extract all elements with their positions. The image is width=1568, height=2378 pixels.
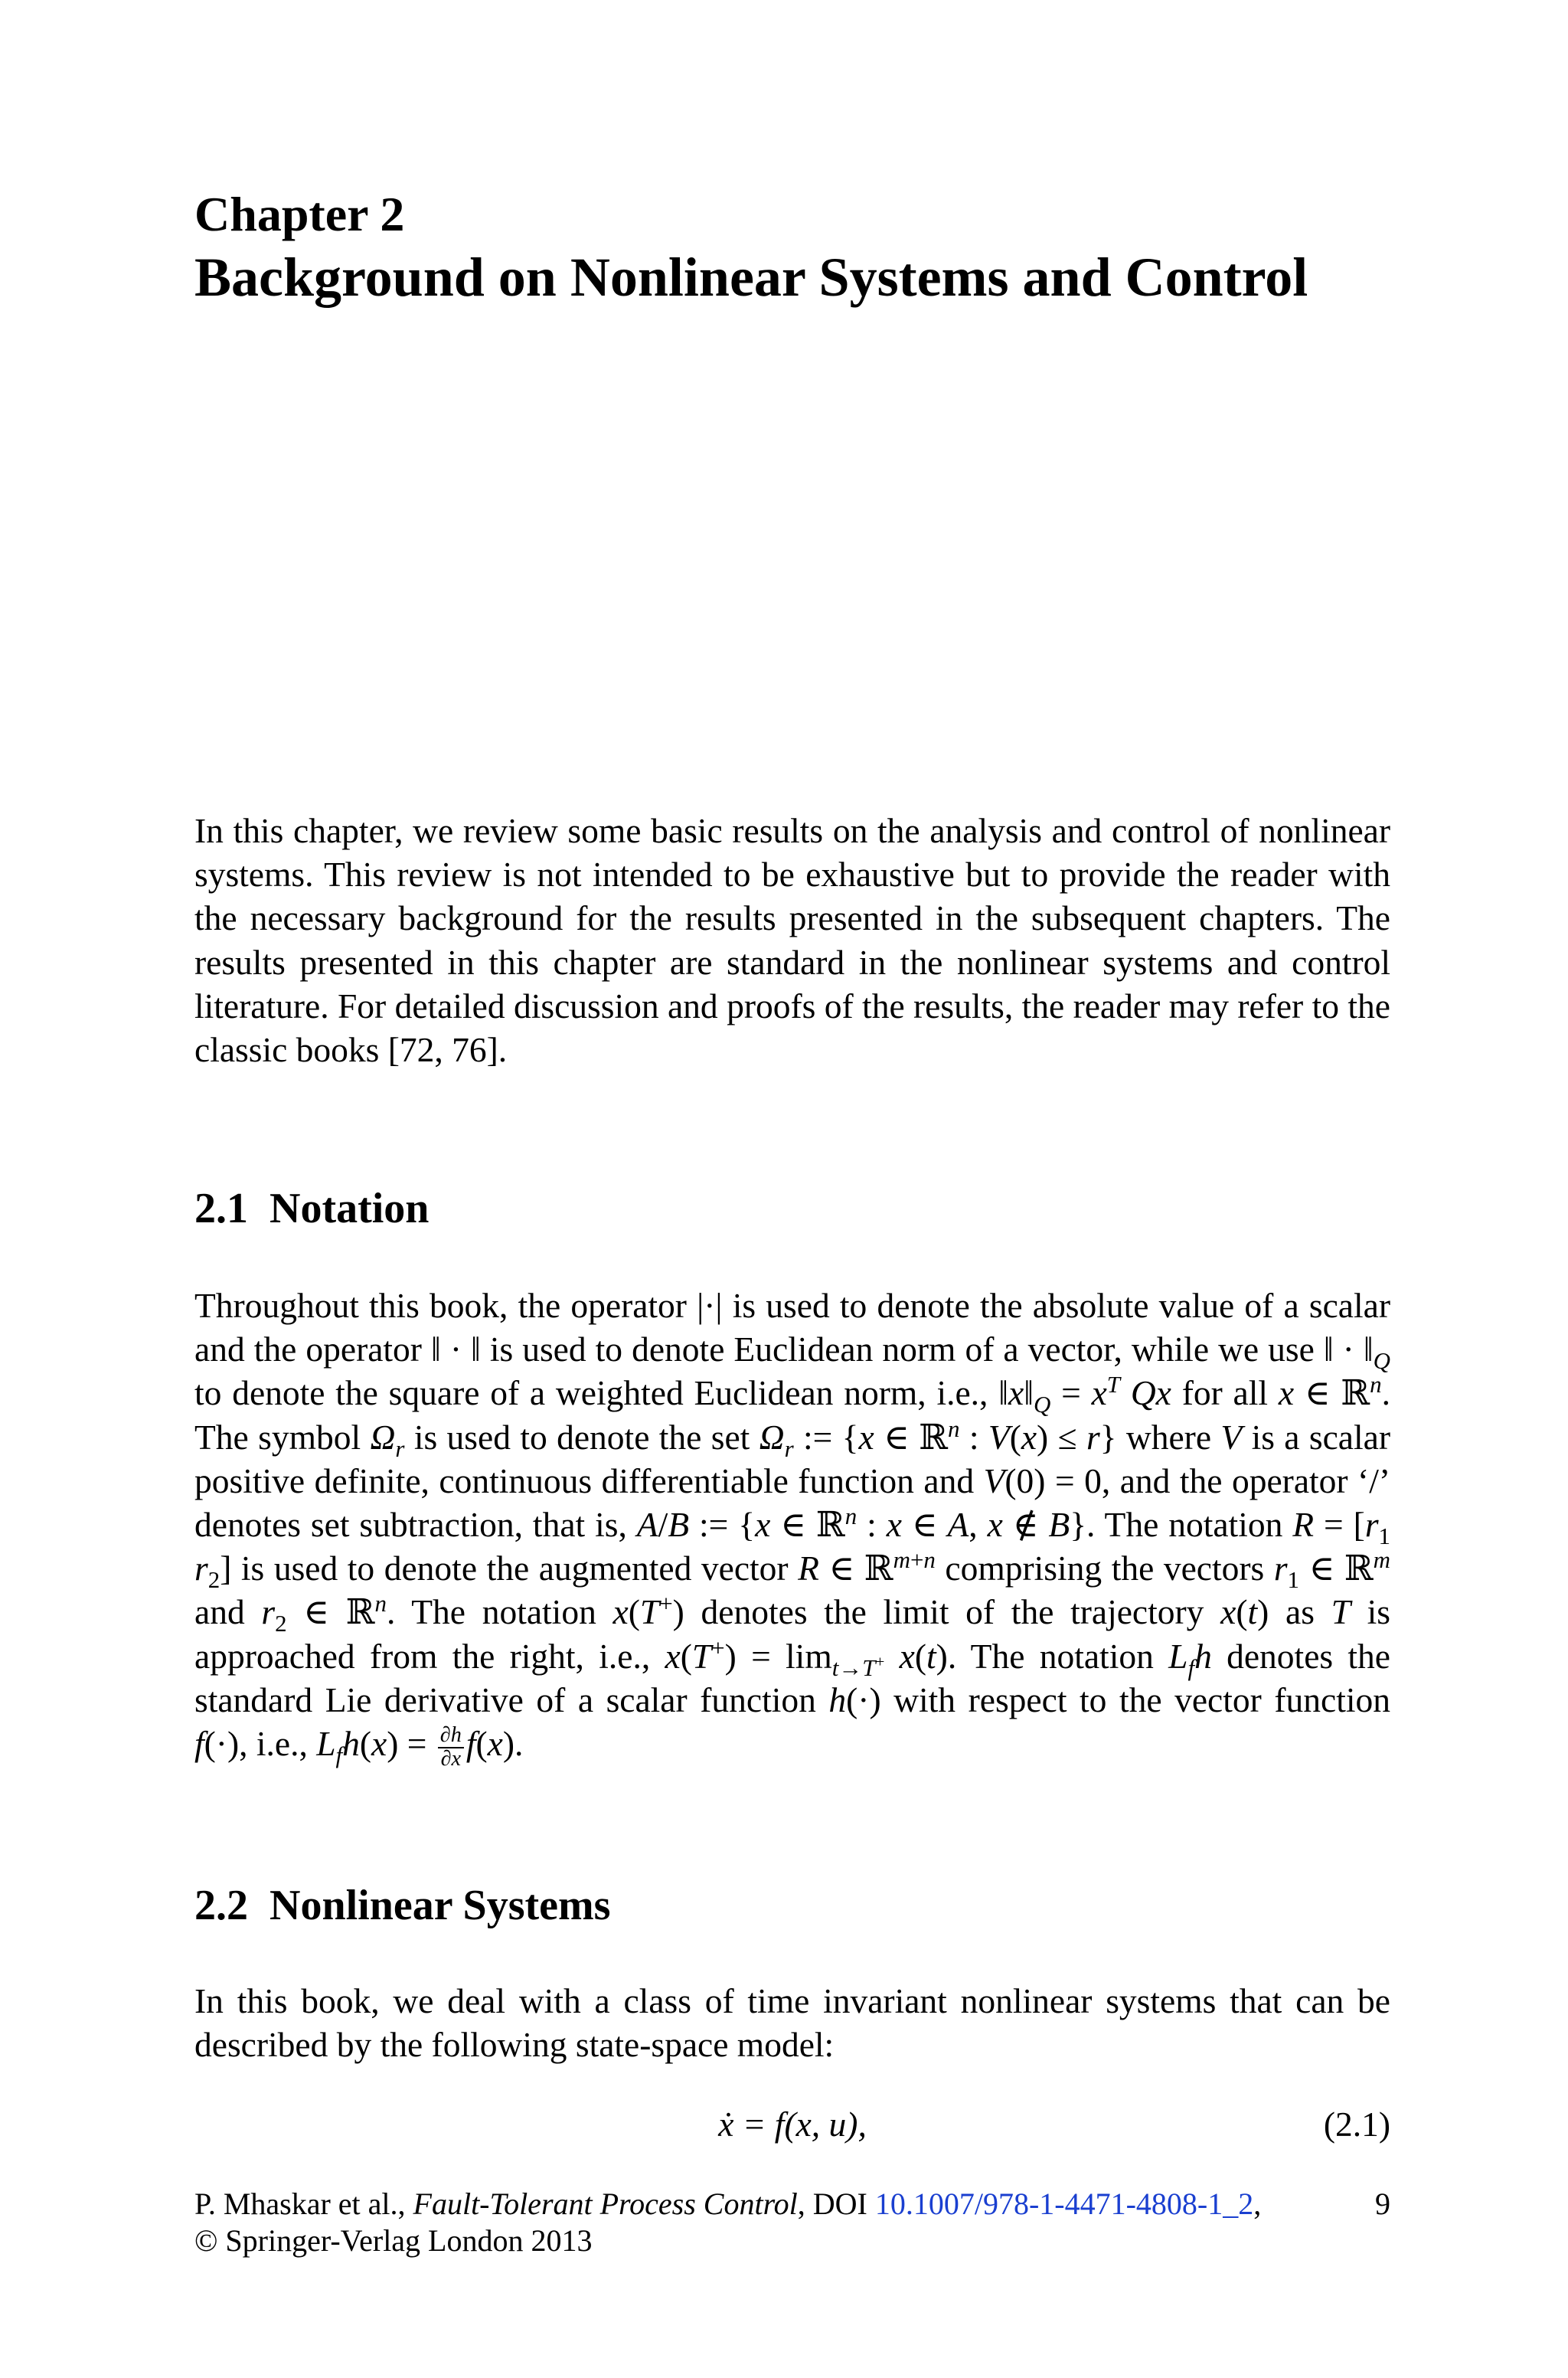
intro-paragraph: In this chapter, we review some basic results on the analysis and control of nonlinear systems. This review is not intended to be exhaustive but to provide the reader with the necessary background for the results presented in the subsequent chapters. The results presented in this chapter are standard in the nonlinear systems and control literature. For detailed discussion and proofs of the results, the reader may refer to the classic books [72, 76]. bbox=[194, 811, 1390, 1070]
equation-number: (2.1) bbox=[1323, 2105, 1390, 2144]
copyright-line: © Springer-Verlag London 2013 bbox=[194, 2223, 593, 2258]
doi-link[interactable]: 10.1007/978-1-4471-4808-1_2 bbox=[874, 2187, 1254, 2221]
nonlinear-systems-paragraph: In this book, we deal with a class of time invariant nonlinear systems that can be described by the following state-space model: bbox=[194, 1981, 1390, 2065]
equation-2-1 bbox=[194, 2102, 1390, 2146]
footer-doi-suffix: , bbox=[1253, 2187, 1262, 2221]
footer bbox=[194, 2186, 1390, 2259]
footer-authors: P. Mhaskar et al., bbox=[194, 2187, 406, 2221]
chapter-title: Background on Nonlinear Systems and Control bbox=[194, 247, 1308, 308]
section-heading-nonlinear-systems: 2.2 Nonlinear Systems bbox=[194, 1882, 611, 1929]
page-number: 9 bbox=[1375, 2187, 1390, 2221]
chapter-label: Chapter 2 bbox=[194, 187, 405, 241]
footer-doi-label: , DOI bbox=[797, 2187, 867, 2221]
equation-body: ẋ = f(x, u), bbox=[718, 2105, 867, 2144]
notation-paragraph: Throughout this book, the operator |·| is used to denote the absolute value of a scalar and the operator ‖ · ‖ is used to denote Euclidean norm of a vector, while we use ‖ · $‖_Q$ to denote the square of a weighted Euclidean norm, i.e., $‖x‖_Q = x^T$ Qx for all x ∈ ℝ$^n$. The symbol $\Omega_r$ is used to denote the set $\Omega_r$ := {x ∈ ℝ$^n$ : V(x) ≤ r} where V is a scalar positive definite, continuous differentiable function and V(0) = 0, and the operator ‘/’ denotes set subtraction, that is, A/B := {x ∈ ℝ$^n$ : x ∈ A, x ∉ B}. The notation $R = [r_1$ $r_2$] is used to denote the augmented vector R ∈ ℝ$^{m+n}$ comprising the vectors $r_1$ ∈ ℝ$^m$ and $r_2$ ∈ ℝ$^n$. The notation x(T+) denotes the limit of the trajectory x(t) as T is approached from the right, i.e., $x(T^+) = \lim_{t\to T^+} x(t)$. The notation $L_fh$ denotes the standard Lie derivative of a scalar function h(·) with respect to the vector function f(·), i.e., $L_fh(x)$ = $\frac{\partial h}{\partial x}$ f(x). bbox=[194, 1286, 1391, 1771]
citation-line bbox=[194, 2186, 1390, 2223]
section-heading-notation: 2.1 Notation bbox=[194, 1185, 430, 1232]
footer-book-title: Fault-Tolerant Process Control bbox=[413, 2187, 798, 2221]
